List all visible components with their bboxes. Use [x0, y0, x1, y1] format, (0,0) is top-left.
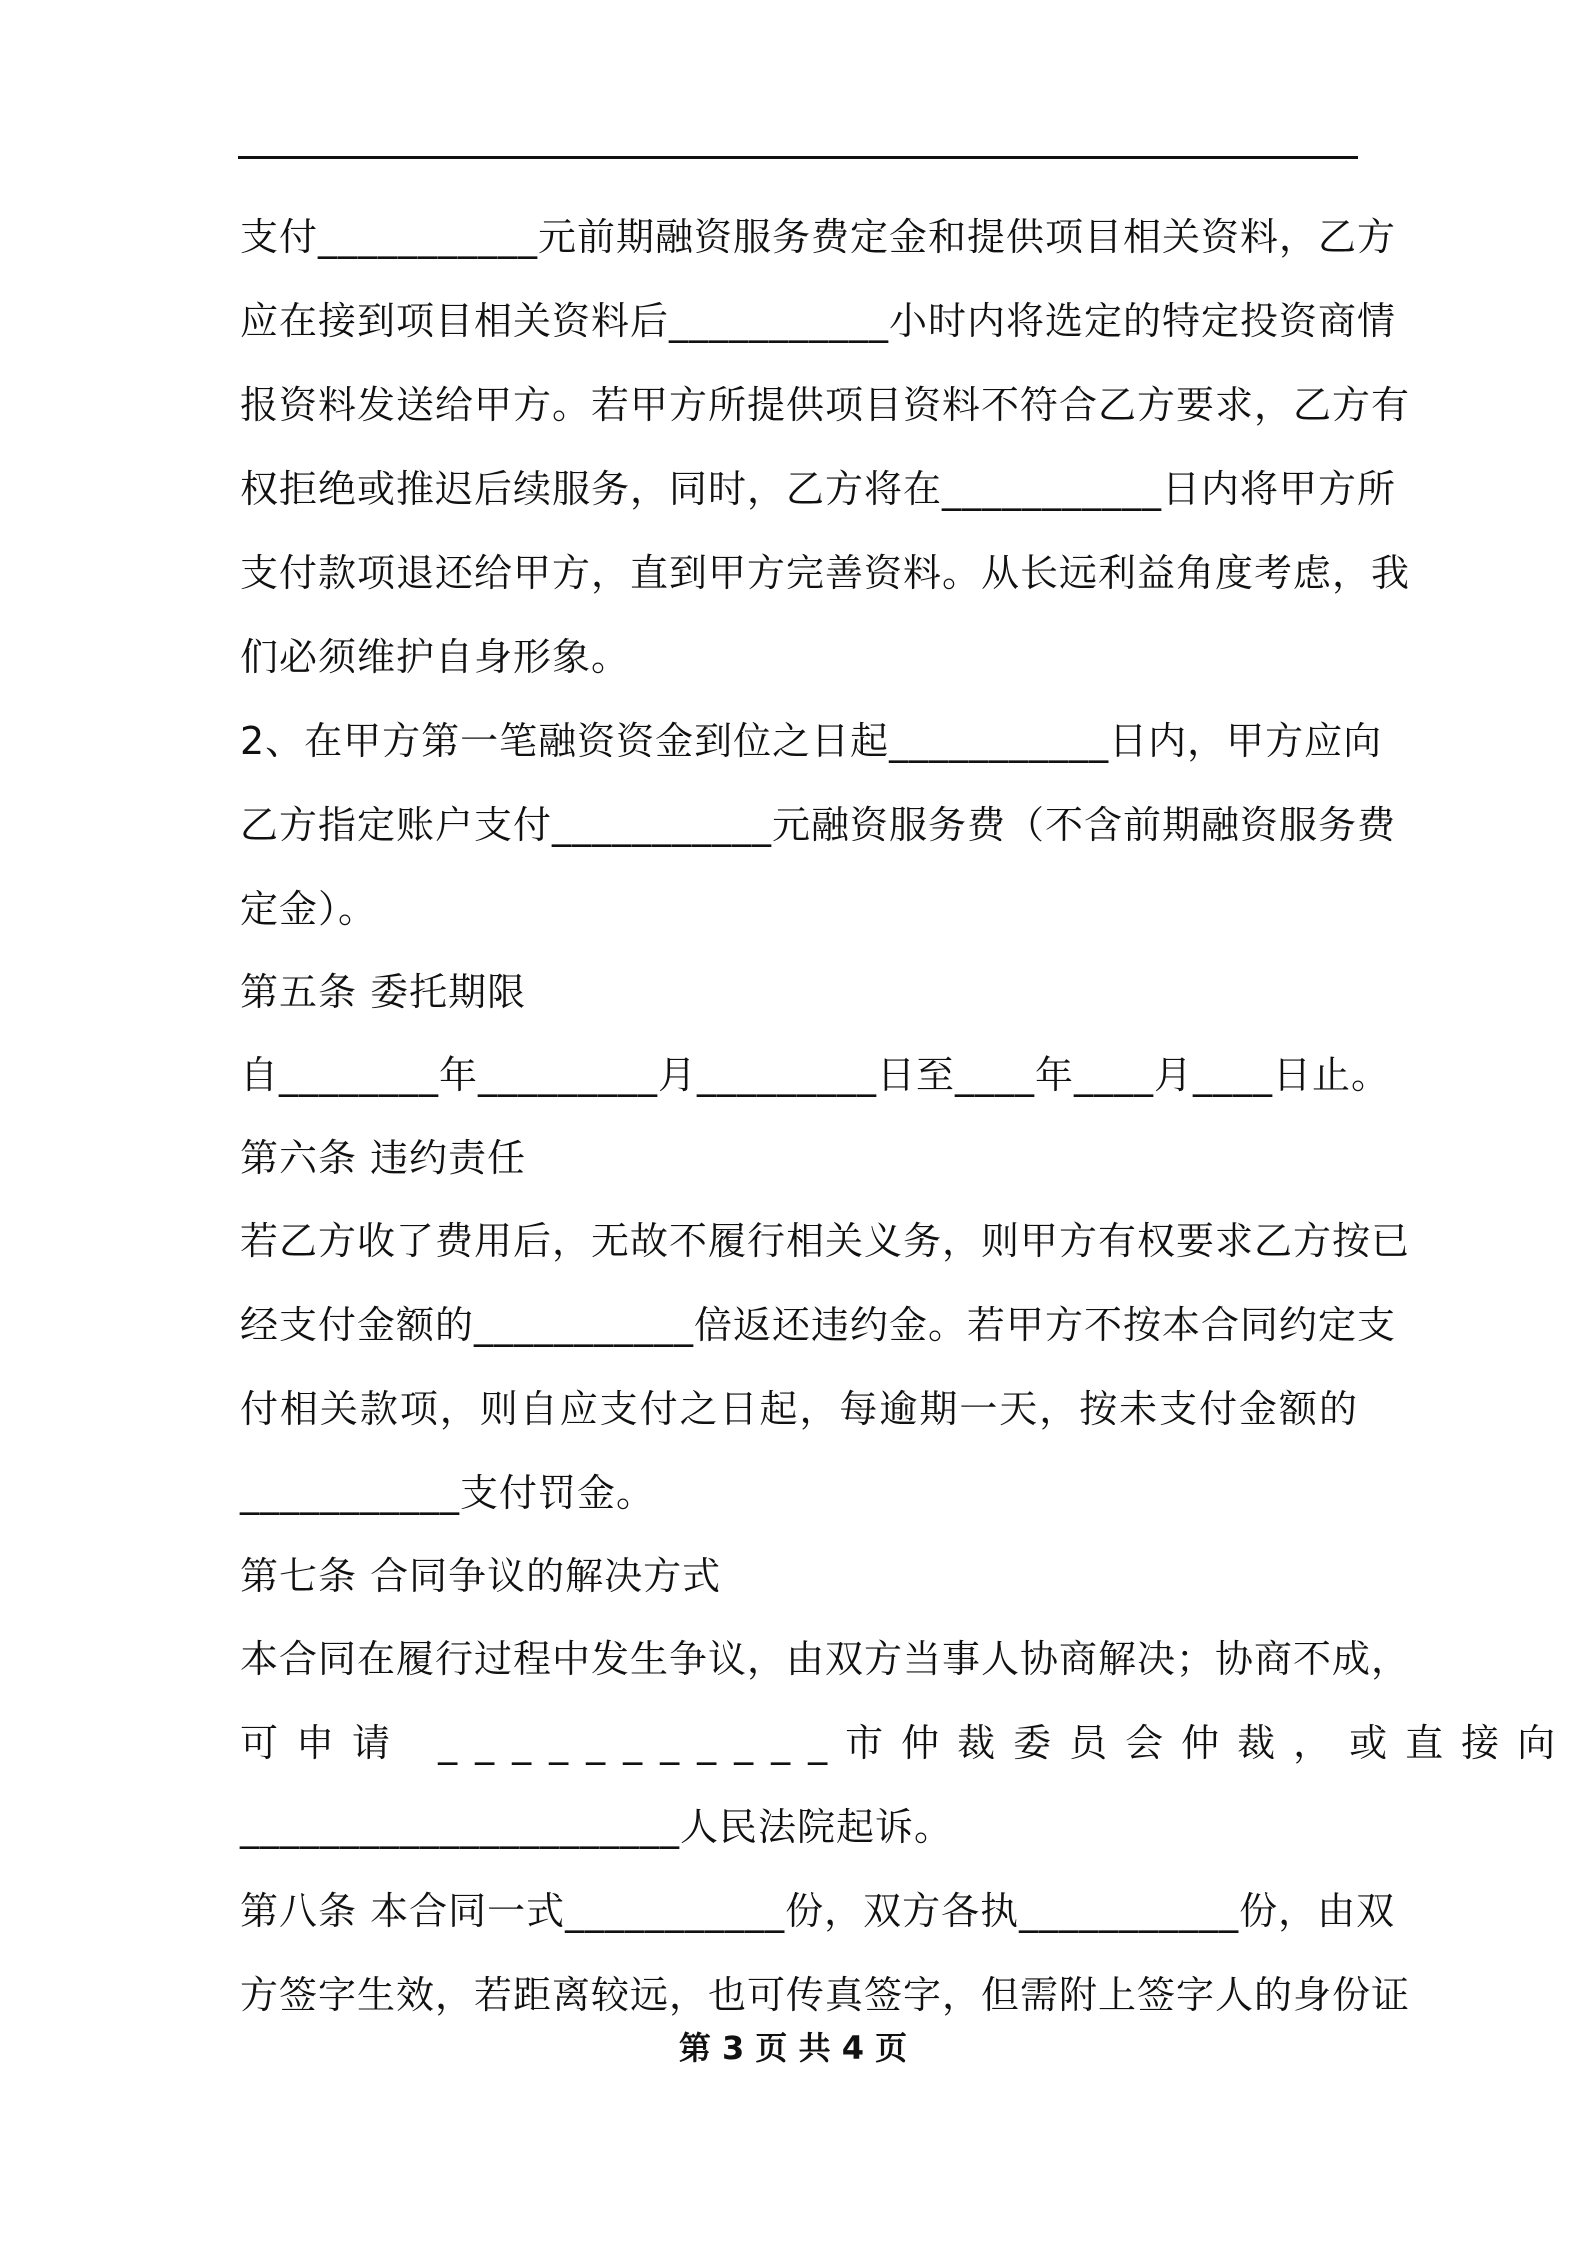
- body-line: 报资料发送给甲方。若甲方所提供项目资料不符合乙方要求，乙方有: [240, 383, 1411, 427]
- section-heading: 第七条 合同争议的解决方式: [240, 1554, 722, 1598]
- document-body: [240, 195, 1574, 2037]
- body-line: 定金）。: [240, 887, 378, 931]
- body-line: 经支付金额的___________倍返还违约金。若甲方不按本合同约定支: [240, 1303, 1397, 1347]
- page-number: 第 3 页 共 4 页: [678, 2029, 908, 2067]
- body-line: 支付___________元前期融资服务费定金和提供项目相关资料，乙方: [240, 215, 1397, 259]
- body-line: ___________支付罚金。: [240, 1471, 656, 1515]
- body-line: ______________________人民法院起诉。: [240, 1805, 954, 1849]
- body-line: 乙方指定账户支付___________元融资服务费（不含前期融资服务费: [240, 803, 1397, 847]
- body-line: 若乙方收了费用后，无故不履行相关义务，则甲方有权要求乙方按已: [240, 1219, 1411, 1263]
- body-line: 2、在甲方第一笔融资资金到位之日起___________日内，甲方应向: [240, 719, 1383, 763]
- body-line: 权拒绝或推迟后续服务，同时，乙方将在___________日内将甲方所: [240, 467, 1397, 511]
- body-line: 第八条 本合同一式___________份，双方各执___________份，由双: [240, 1889, 1396, 1933]
- section-heading: 第五条 委托期限: [240, 970, 527, 1014]
- body-line: 可申请 ___________市仲裁委员会仲裁，或直接向: [240, 1721, 1574, 1765]
- body-line: 自________年_________月_________日至____年____月____日止。: [240, 1053, 1391, 1097]
- body-line: 们必须维护自身形象。: [240, 635, 631, 679]
- body-line: 应在接到项目相关资料后___________小时内将选定的特定投资商情: [240, 299, 1397, 343]
- body-line: 本合同在履行过程中发生争议，由双方当事人协商解决；协商不成，: [240, 1637, 1411, 1681]
- body-line: 方签字生效，若距离较远，也可传真签字，但需附上签字人的身份证: [240, 1973, 1411, 2017]
- section-heading: 第六条 违约责任: [240, 1136, 527, 1180]
- body-line: 支付款项退还给甲方，直到甲方完善资料。从长远利益角度考虑，我: [240, 551, 1411, 595]
- header-rule: [238, 156, 1358, 159]
- body-line: 付相关款项，则自应支付之日起，每逾期一天，按未支付金额的: [240, 1387, 1358, 1431]
